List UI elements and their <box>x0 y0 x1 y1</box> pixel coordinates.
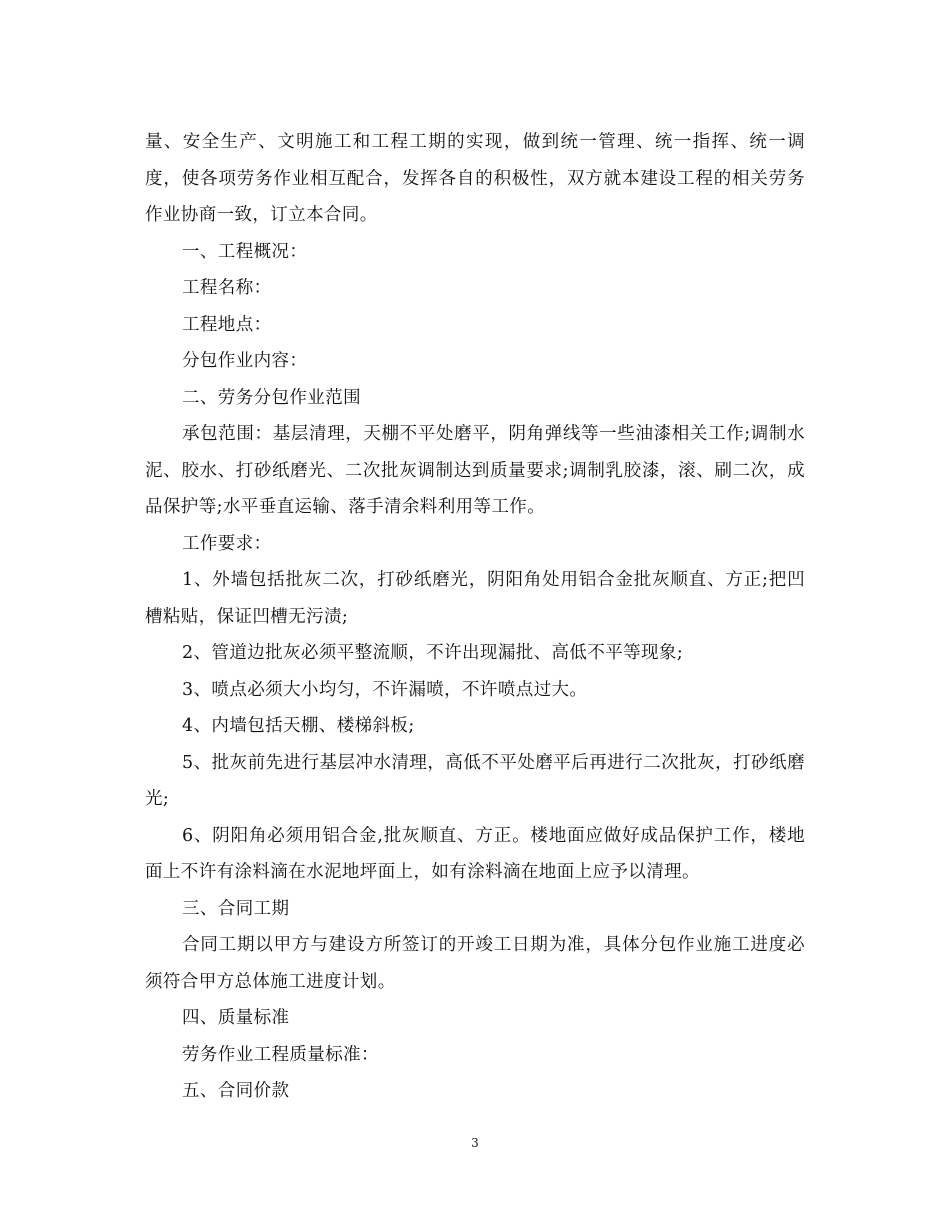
heading-project-overview: 一、工程概况： <box>182 241 308 262</box>
field-project-location: 工程地点： <box>182 314 272 335</box>
requirement-item-1: 1、外墙包括批灰二次，打砂纸磨光，阴阳角处用铝合金批灰顺直、方正;把凹槽粘贴，保证凹槽无污渍; <box>145 570 805 627</box>
requirement-item-6: 6、阴阳角必须用铝合金,批灰顺直、方正。楼地面应做好成品保护工作，楼地面上不许有涂料滴在水泥地坪面上，如有涂料滴在地面上应予以清理。 <box>145 825 805 882</box>
field-quality-standard: 劳务作业工程质量标准： <box>182 1044 379 1065</box>
heading-contract-price: 五、合同价款 <box>182 1081 290 1101</box>
field-subcontract-content: 分包作业内容： <box>182 351 308 371</box>
heading-labor-scope: 二、劳务分包作业范围 <box>182 387 361 408</box>
heading-quality-standard: 四、质量标准 <box>182 1008 290 1028</box>
requirement-item-2: 2、管道边批灰必须平整流顺，不许出现漏批、高低不平等现象; <box>182 643 684 663</box>
document-body <box>145 124 805 1110</box>
requirement-item-3: 3、喷点必须大小均匀，不许漏喷，不许喷点过大。 <box>182 679 588 700</box>
page-number: 3 <box>471 1136 479 1150</box>
paragraph-intro-continuation: 量、安全生产、文明施工和工程工期的实现，做到统一管理、统一指挥、统一调度，使各项劳务作业相互配合，发挥各自的积极性，双方就本建设工程的相关劳务作业协商一致，订立本合同。 <box>145 132 805 225</box>
heading-contract-period: 三、合同工期 <box>182 898 290 919</box>
requirement-item-5: 5、批灰前先进行基层冲水清理，高低不平处磨平后再进行二次批灰，打砂纸磨光; <box>145 752 805 809</box>
paragraph-contract-scope: 承包范围：基层清理，天棚不平处磨平，阴角弹线等一些油漆相关工作;调制水泥、胶水、打砂纸磨光、二次批灰调制达到质量要求;调制乳胶漆，滚、刷二次，成品保护等;水平垂直运输、落手清余料利用等工作。 <box>145 424 805 517</box>
field-project-name: 工程名称： <box>182 278 272 298</box>
heading-work-requirements: 工作要求： <box>182 533 272 554</box>
requirement-item-4: 4、内墙包括天棚、楼梯斜板; <box>182 716 415 736</box>
paragraph-contract-period: 合同工期以甲方与建设方所签订的开竣工日期为准，具体分包作业施工进度必须符合甲方总体施工进度计划。 <box>145 935 805 992</box>
